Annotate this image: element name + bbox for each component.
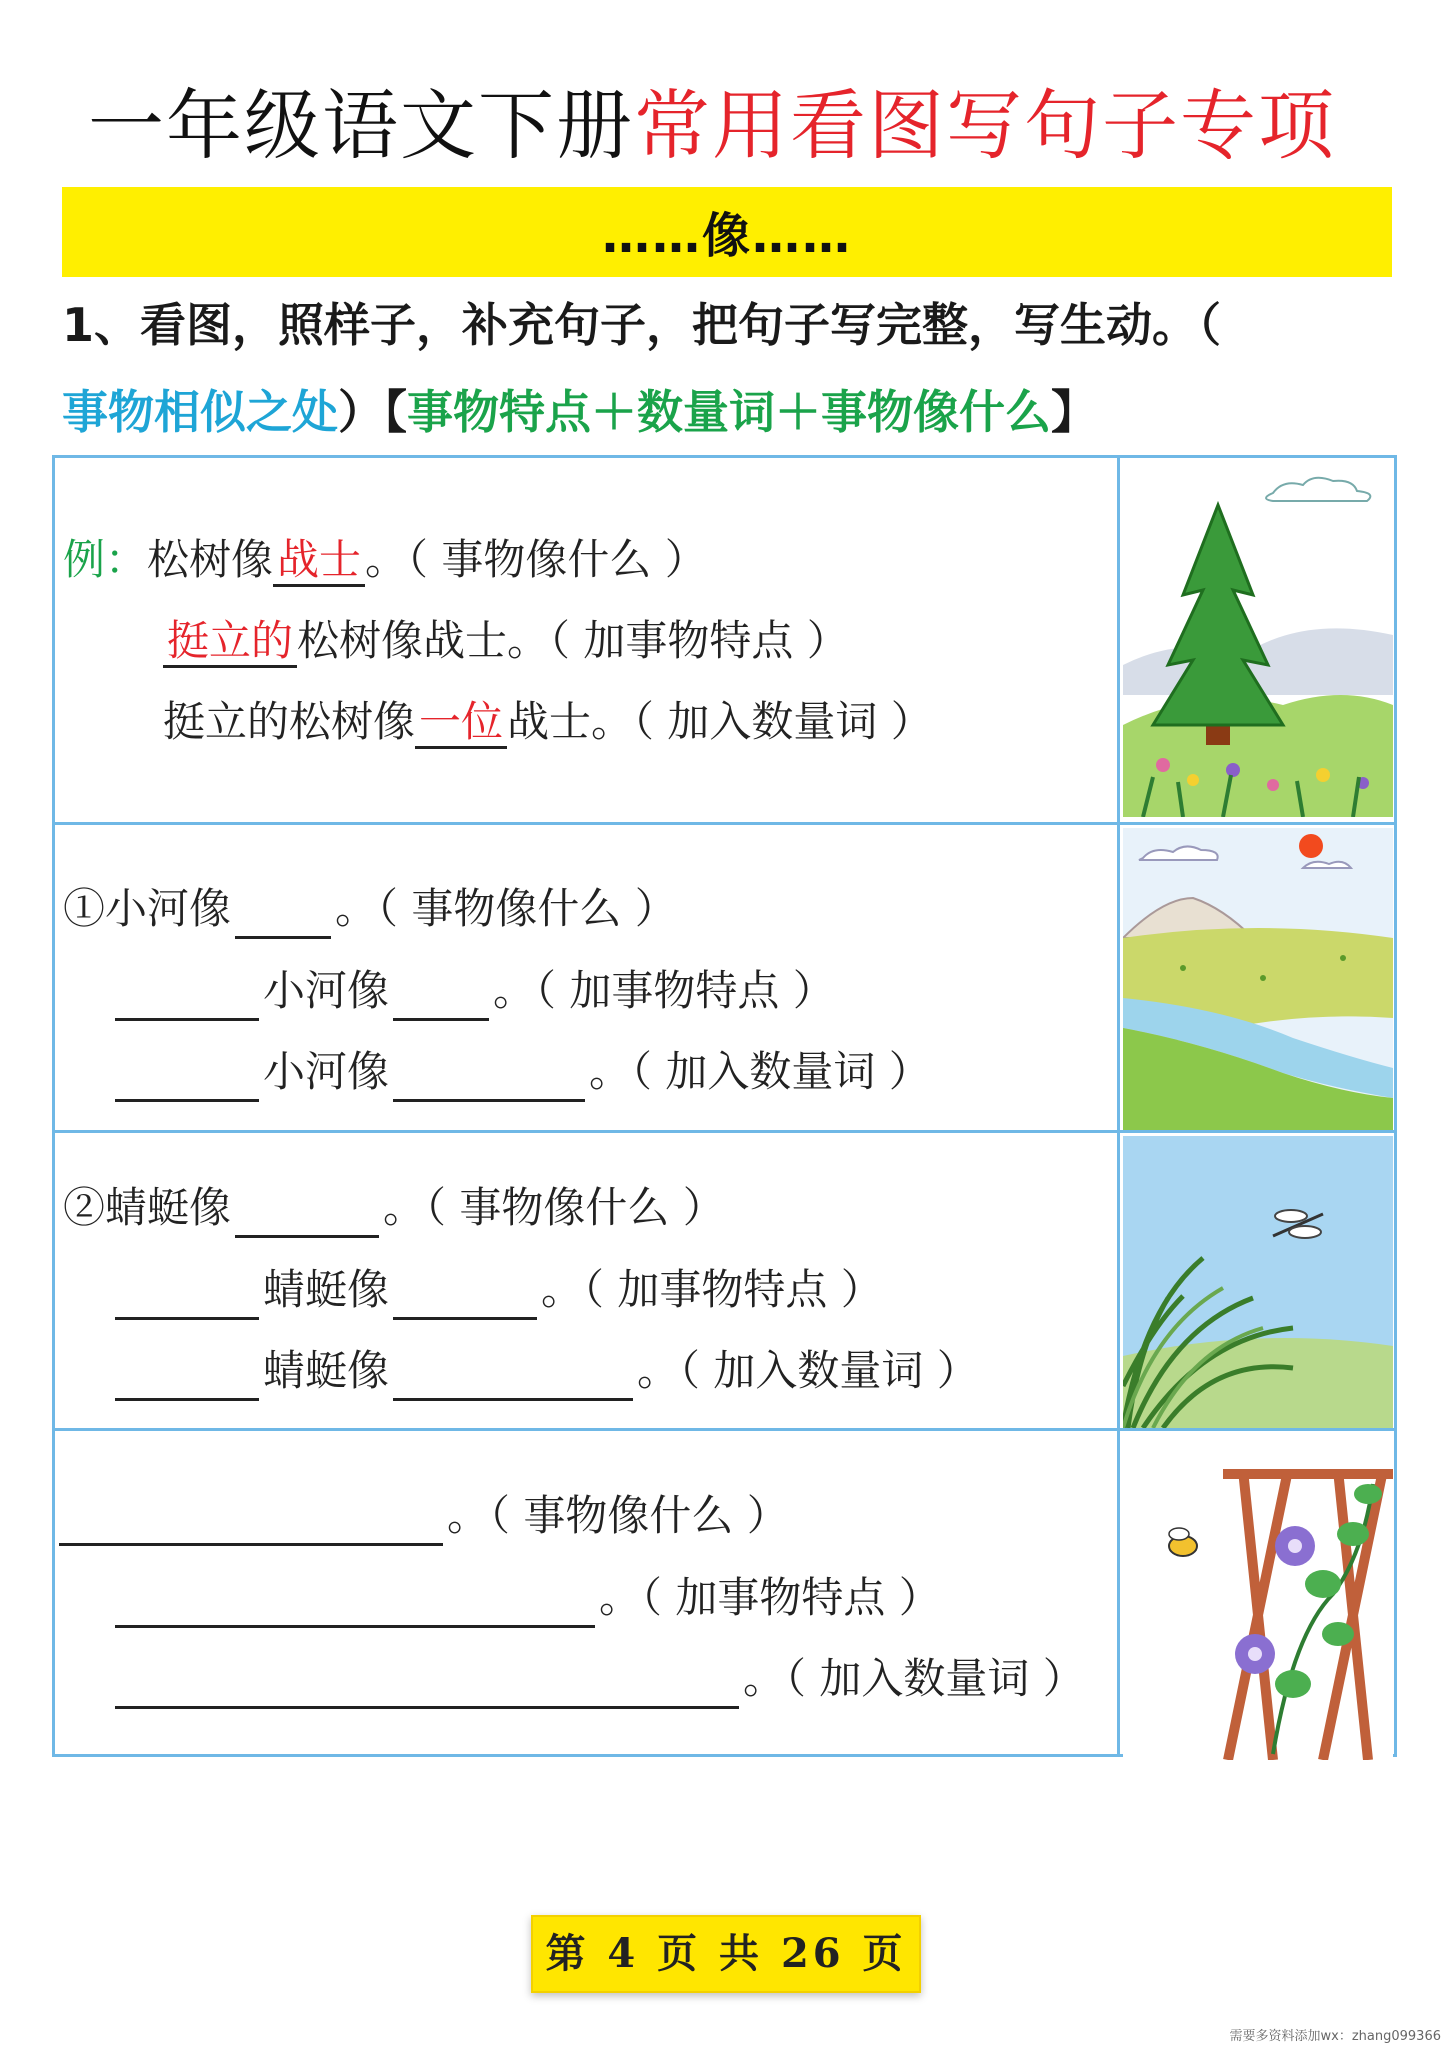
page-title: [88, 78, 1336, 174]
q2-l2-post: 。（ 加事物特点 ）: [541, 1265, 883, 1314]
page-number-badge: [531, 1915, 921, 1993]
example-line-2: [163, 611, 849, 671]
example-s2-red: 挺立的: [163, 616, 297, 668]
q1-blank-3a[interactable]: [115, 1047, 259, 1102]
example-s3-red: 一位: [415, 697, 507, 749]
q2-blank-3a[interactable]: [115, 1346, 259, 1401]
example-s3-post: 战士。（ 加入数量词 ）: [507, 697, 933, 746]
example-label: 例：: [63, 535, 148, 584]
q1-l1-post: 。（ 事物像什么 ）: [335, 884, 677, 933]
question-2-row: [55, 1130, 1394, 1428]
q1-blank-3b[interactable]: [393, 1047, 585, 1102]
watermark: 需要多资料添加wx：zhang099366: [1229, 2029, 1441, 2044]
q1-l2-mid: 小河像: [263, 966, 390, 1015]
q2-blank-2a[interactable]: [115, 1265, 259, 1320]
q3-line-2: [111, 1568, 941, 1628]
topic-band: [62, 187, 1392, 277]
q1-l3-mid: 小河像: [263, 1047, 390, 1096]
q2-l1-post: 。（ 事物像什么 ）: [383, 1183, 725, 1232]
q1-l2-post: 。（ 加事物特点 ）: [493, 966, 835, 1015]
q2-blank-3b[interactable]: [393, 1346, 633, 1401]
example-s1-pre: 松树像: [147, 535, 274, 584]
instruction-line-2: [62, 377, 1097, 447]
q2-l3-mid: 蜻蜓像: [263, 1346, 390, 1395]
q2-blank-2b[interactable]: [393, 1265, 537, 1320]
instruction-mid: ）【: [338, 385, 407, 439]
q2-l2-mid: 蜻蜓像: [263, 1265, 390, 1314]
q3-l3-post: 。（ 加入数量词 ）: [743, 1654, 1085, 1703]
example-s1-post: 。（ 事物像什么 ）: [365, 535, 707, 584]
q3-line-3: [111, 1649, 1085, 1709]
q3-blank-2[interactable]: [115, 1573, 595, 1628]
title-part2: 常用看图写句子专项: [634, 81, 1336, 170]
q2-line-3: [111, 1341, 979, 1401]
instruction-similarity: 事物相似之处: [62, 385, 338, 439]
q1-l1-pre: ①小河像: [63, 884, 232, 933]
q3-line-1: [55, 1486, 789, 1546]
example-s3-pre: 挺立的松树像: [163, 697, 416, 746]
q1-line-2: [111, 961, 835, 1021]
q2-line-1: [63, 1178, 725, 1238]
q2-l3-post: 。（ 加入数量词 ）: [637, 1346, 979, 1395]
q1-blank-2a[interactable]: [115, 966, 259, 1021]
q1-line-1: [63, 879, 677, 939]
dragonfly-picture: [1123, 1136, 1393, 1428]
q1-blank-1[interactable]: [235, 884, 331, 939]
q3-blank-3[interactable]: [115, 1654, 739, 1709]
q2-line-2: [111, 1260, 883, 1320]
example-line-3: [163, 692, 933, 752]
example-row: [55, 455, 1394, 822]
page-number-text: 第 4 页 共 26 页: [545, 1930, 907, 1977]
q1-line-3: [111, 1042, 931, 1102]
example-s2-post: 松树像战士。（ 加事物特点 ）: [297, 616, 849, 665]
topic-band-text: ……像……: [601, 208, 852, 264]
question-3-row: [55, 1428, 1394, 1760]
q3-l1-post: 。（ 事物像什么 ）: [447, 1491, 789, 1540]
instruction-formula: 事物特点＋数量词＋事物像什么: [407, 385, 1051, 439]
q3-blank-1[interactable]: [59, 1491, 443, 1546]
q2-l1-pre: ②蜻蜓像: [63, 1183, 232, 1232]
morning-glory-picture: [1123, 1434, 1393, 1760]
q1-blank-2b[interactable]: [393, 966, 489, 1021]
question-1-row: [55, 822, 1394, 1130]
q2-blank-1[interactable]: [235, 1183, 379, 1238]
example-s1-red: 战士: [273, 535, 365, 587]
title-part1: 一年级语文下册: [88, 81, 634, 170]
q1-l3-post: 。（ 加入数量词 ）: [589, 1047, 931, 1096]
q3-l2-post: 。（ 加事物特点 ）: [599, 1573, 941, 1622]
river-picture: [1123, 828, 1393, 1130]
example-line-1: [63, 530, 707, 590]
instruction-end: 】: [1051, 385, 1097, 439]
pine-tree-picture: [1123, 465, 1393, 815]
exercise-table: [52, 455, 1397, 1757]
instruction-line-1: 1、看图，照样子，补充句子，把句子写完整，写生动。（: [62, 298, 1222, 352]
